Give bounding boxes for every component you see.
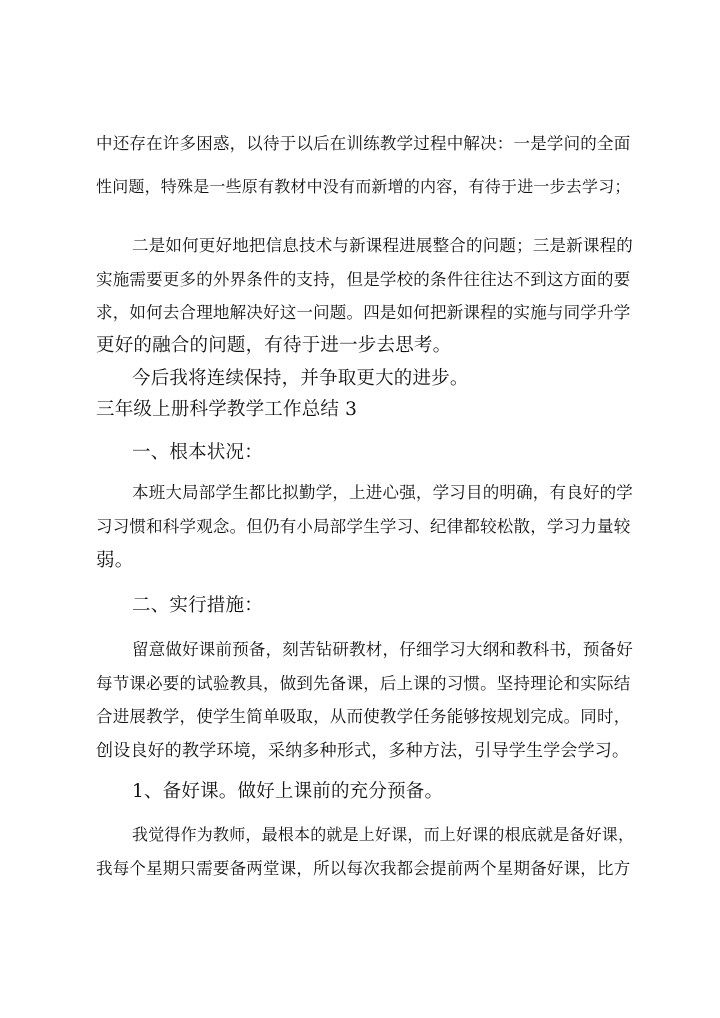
paragraph-line: 我每个星期只需要备两堂课，所以每次我都会提前两个星期备好课，比方 [96, 859, 631, 878]
paragraph-line: 习习惯和科学观念。但仍有小局部学生学习、纪律都较松散，学习力量较 [96, 517, 631, 536]
paragraph-line: 弱。 [96, 550, 134, 571]
paragraph-line: 每节课必要的试验教具，做到先备课，后上课的习惯。坚持理论和实际结 [96, 674, 631, 693]
paragraph-line: 留意做好课前预备，刻苦钻研教材，仔细学习大纲和教科书，预备好 [132, 640, 633, 659]
section-heading: 三年级上册科学教学工作总结 3 [96, 399, 358, 420]
paragraph-line: 创设良好的教学环境，采纳多种形式，多种方法，引导学生学会学习。 [96, 741, 630, 761]
subsection-heading: 二、实行措施： [132, 595, 263, 616]
paragraph-line: 求，如何去合理地解决好这一问题。四是如何把新课程的实施与同学升学 [96, 303, 631, 322]
paragraph-line: 合进展教学，使学生简单吸取，从而使教学任务能够按规划完成。同时， [96, 707, 631, 726]
paragraph-line: 二是如何更好地把信息技术与新课程进展整合的问题；三是新课程的 [132, 236, 633, 255]
list-item-heading: 1、备好课。做好上课前的充分预备。 [132, 781, 444, 802]
paragraph-line: 中还存在许多困惑，以待于以后在训练教学过程中解决：一是学问的全面 [96, 134, 631, 153]
paragraph-line: 实施需要更多的外界条件的支持，但是学校的条件往往达不到这方面的要 [96, 270, 631, 289]
paragraph-line: 更好的融合的问题，有待于进一步去思考。 [96, 335, 452, 356]
paragraph-line: 本班大局部学生都比拟勤学，上进心强，学习目的明确，有良好的学 [132, 483, 633, 502]
paragraph-line: 性问题，特殊是一些原有教材中没有而新增的内容，有待于进一步去学习； [96, 177, 631, 196]
paragraph-line: 今后我将连续保持，并争取更大的进步。 [132, 368, 469, 389]
subsection-heading: 一、根本状况： [132, 442, 263, 463]
paragraph-line: 我觉得作为教师，最根本的就是上好课，而上好课的根底就是备好课， [132, 825, 635, 844]
